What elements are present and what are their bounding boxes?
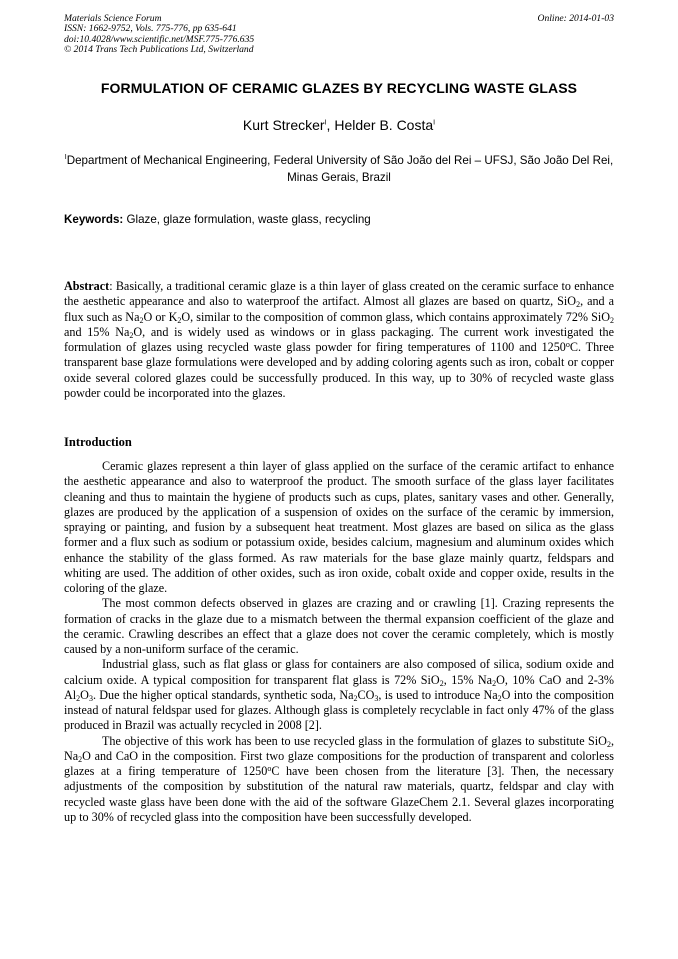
author-list (40, 117, 638, 133)
keywords-label: Keywords: (64, 213, 124, 226)
subscript: 2 (610, 315, 615, 325)
issn-line: ISSN: 1662-9752, Vols. 775-776, pp 635-641 (64, 23, 237, 35)
subscript: 2 (78, 754, 83, 764)
abstract-text: C. Three transparent base glaze formulations were developed and by adding coloring agents such as iron, cobalt or copper oxide several colored glazes could be successfully produced. In this way, up to 30% of recycled waste glass powder could be incorporated into the glazes. (64, 340, 614, 400)
subscript: 2 (606, 739, 611, 749)
abstract-text: and 15% Na (64, 324, 130, 339)
paragraph-text: O and CaO in the composition. First two glaze compositions for the production of transparent and colorless glazes at a firing temperature of 1250 (64, 748, 614, 778)
paragraph-text: O (80, 687, 89, 702)
paragraph-text: CO (357, 687, 375, 702)
copyright-line: © 2014 Trans Tech Publications Ltd, Switzerland (64, 44, 254, 56)
online-date: Online: 2014-01-03 (537, 13, 614, 24)
author-name: Helder B. Costa (334, 117, 434, 133)
keywords (64, 213, 614, 226)
paragraph (64, 734, 614, 826)
paragraph: The most common defects observed in glazes are crazing and or crawling [1]. Crazing represents the formation of cracks in the glaze due to a mismatch between the thermal expansion coefficient of the glaze and the ceramic. Crawling describes an effect that a glaze does not cover the ceramic completely, which is mostly caused by a non-uniform surface of the ceramic. (64, 596, 614, 656)
degree-mark: o (267, 764, 272, 773)
subscript: 2 (353, 693, 358, 703)
paragraph-text: , 15% Na (443, 672, 493, 687)
paragraph-text: , Na (64, 733, 614, 763)
paragraph-text: Industrial glass, such as flat glass or glass for containers are also composed of silica, sodium oxide and calcium oxide. A typical composition for transparent flat glass is 72% SiO (64, 657, 614, 687)
journal-name: Materials Science Forum (64, 13, 162, 24)
affiliation-mark: I (64, 154, 67, 162)
affiliation (64, 152, 614, 186)
affiliation-mark: I (324, 119, 327, 127)
degree-mark: o (565, 340, 570, 349)
abstract-label: Abstract (64, 279, 110, 293)
author-separator: , (326, 117, 335, 133)
subscript: 2 (76, 693, 81, 703)
journal-header (64, 14, 254, 56)
paragraph-text: The objective of this work has been to use recycled glass in the formulation of glazes to substitute SiO (102, 733, 607, 748)
paragraph-text: O, 10% CaO and 2-3% Al (64, 672, 615, 702)
section-heading: Introduction (64, 435, 132, 449)
subscript: 3 (88, 693, 93, 703)
abstract-text: : Basically, a traditional ceramic glaze is a thin layer of glass created on the ceramic surface to enhance the aesthetic appearance and also to waterproof the artifact. Almost all glazes are based on quartz, SiO (64, 279, 614, 309)
subscript: 2 (177, 315, 182, 325)
paragraph: Ceramic glazes represent a thin layer of glass applied on the surface of the ceramic artifact to enhance the aesthetic appearance and also to waterproof the product. The smooth surface of the glass layer facilitates cleaning and thus to maintain the hygiene of products such as cups, plates, sanitary vases and other. Generally, glazes are produced by the application of a suspension of oxides on the surface of the ceramic by immersion, spraying or painting, and fusion by a subsequent heat treatment. Most glazes are based on silica as the glass former and a flux such as sodium or potassium oxide, besides calcium, magnesium and aluminum oxides which enhance the stability of the glass formed. As raw materials for the base glaze mainly quartz, feldspars and whiting are used. The addition of other oxides, such as iron oxide, cobalt oxide and copper oxide, results in the coloring of the glaze. (64, 459, 614, 595)
keywords-text: Glaze, glaze formulation, waste glass, recycling (123, 213, 371, 226)
abstract-text: O, similar to the composition of common glass, which contains approximately 72% SiO (181, 309, 611, 324)
abstract (64, 279, 614, 401)
subscript: 2 (492, 678, 497, 688)
doi-line: doi:10.4028/www.scientific.net/MSF.775-776.635 (64, 33, 255, 45)
paragraph (64, 657, 614, 733)
subscript: 2 (576, 300, 581, 310)
paragraph-text: , is used to introduce Na (378, 687, 498, 702)
subscript: 2 (139, 315, 144, 325)
subscript: 2 (129, 330, 134, 340)
subscript: 2 (439, 678, 444, 688)
affiliation-mark: I (433, 119, 436, 127)
author-name: Kurt Strecker (242, 117, 325, 133)
abstract-text: , and a flux such as Na (64, 294, 614, 324)
paragraph-text: O into the composition instead of natural feldspar used for glazes. Although glass is completely recyclable in fact only 47% of the glass produced in Brazil was actually recycled in 2008 [2]. (64, 687, 615, 733)
affiliation-text: Department of Mechanical Engineering, Federal University of São João del Rei – UFSJ, São João Del Rei, Minas Gerais, Brazil (66, 154, 614, 184)
paper-title: FORMULATION OF CERAMIC GLAZES BY RECYCLING WASTE GLASS (100, 80, 578, 96)
subscript: 3 (374, 693, 379, 703)
paragraph-text: C have been chosen from the literature [3]. Then, the necessary adjustments of the composition by substitution of the natural raw materials, quartz, feldspar and clay with recycled waste glass have been done with the aid of the software GlazeChem 2.1. Several glazes incorporating up to 30% of recycled glass into the composition have been successfully developed. (64, 764, 614, 824)
paragraph-text: . Due the higher optical standards, synthetic soda, Na (92, 687, 354, 702)
abstract-text: O, and is widely used as windows or in glass packaging. The current work investigated the formulation of glazes using recycled waste glass powder for firing temperatures of 1100 and 1250 (64, 324, 614, 354)
introduction-body (64, 459, 614, 825)
abstract-text: O or K (143, 309, 178, 324)
subscript: 2 (497, 693, 502, 703)
